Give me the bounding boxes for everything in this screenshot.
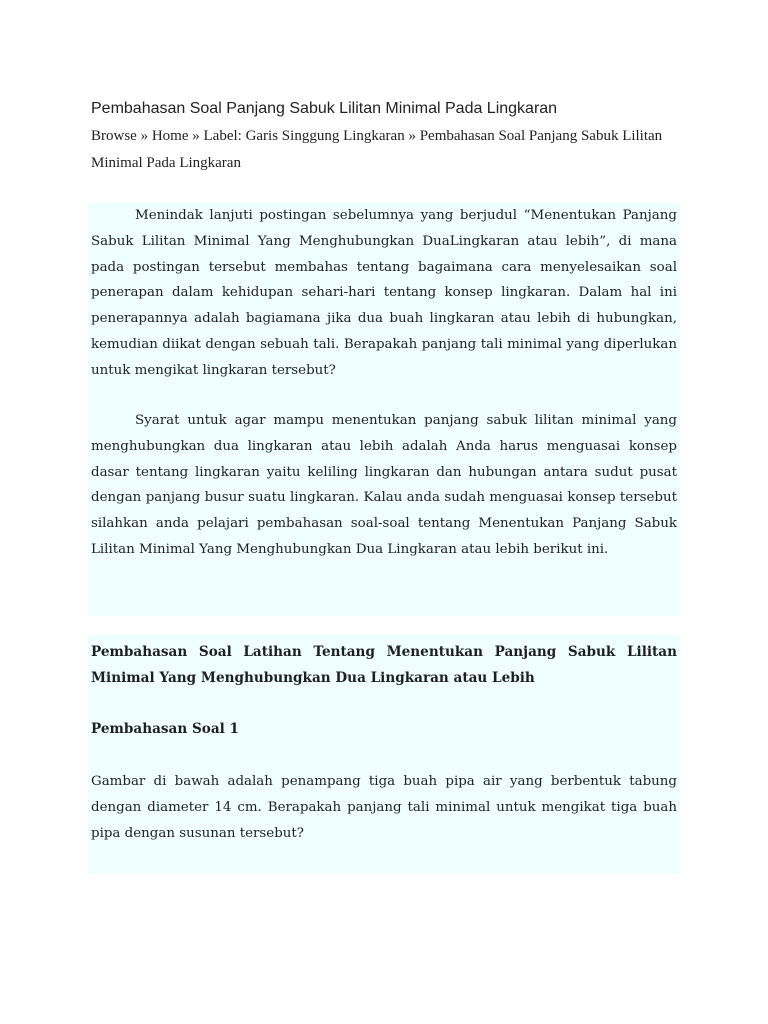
breadcrumb bbox=[91, 123, 681, 177]
breadcrumb-home[interactable]: Home bbox=[151, 128, 189, 144]
section-heading: Pembahasan Soal Latihan Tentang Menentukan Panjang Sabuk Lilitan Minimal Yang Menghubungkan Dua Lingkaran atau Lebih bbox=[91, 644, 677, 686]
section-divider bbox=[88, 616, 680, 634]
post-title: Pembahasan Soal Panjang Sabuk Lilitan Minimal Pada Lingkaran bbox=[91, 100, 558, 117]
requirements-paragraph bbox=[91, 408, 677, 563]
breadcrumb-current: Pembahasan Soal Panjang Sabuk Lilitan Minimal Pada Lingkaran bbox=[91, 128, 663, 171]
breadcrumb-browse[interactable]: Browse bbox=[91, 128, 137, 144]
breadcrumb-label[interactable]: Label: Garis Singgung Lingkaran bbox=[203, 128, 405, 144]
intro-paragraph bbox=[91, 203, 677, 384]
problem-subheading: Pembahasan Soal 1 bbox=[91, 721, 240, 737]
breadcrumb-separator: » bbox=[188, 128, 204, 144]
requirements-paragraph-text: Syarat untuk agar mampu menentukan panjang sabuk lilitan minimal yang menghubungkan dua lingkaran atau lebih adalah Anda harus menguasai konsep dasar tentang lingkaran yaitu keliling lingkaran dan hubungan antara sudut pusat dengan panjang busur suatu lingkaran. Kalau anda sudah menguasai konsep tersebut silahkan anda pelajari pembahasan soal-soal tentang Menentukan Panjang Sabuk Lilitan Minimal Yang Menghubungkan Dua Lingkaran atau lebih berikut ini. bbox=[91, 413, 677, 557]
intro-paragraph-text: Menindak lanjuti postingan sebelumnya yang berjudul “Menentukan Panjang Sabuk Lilitan Minimal Yang Menghubungkan DuaLingkaran atau lebih”, di mana pada postingan tersebut membahas tentang bagaimana cara menyelesaikan soal penerapan dalam kehidupan sehari-hari tentang konsep lingkaran. Dalam hal ini penerapannya adalah bagiamana jika dua buah lingkaran atau lebih di hubungkan, kemudian diikat dengan sebuah tali. Berapakah panjang tali minimal yang diperlukan untuk mengikat lingkaran tersebut? bbox=[91, 208, 677, 378]
breadcrumb-separator: » bbox=[404, 128, 420, 144]
problem-paragraph: Gambar di bawah adalah penampang tiga buah pipa air yang berbentuk tabung dengan diameter 14 cm. Berapakah panjang tali minimal untuk mengikat tiga buah pipa dengan susunan tersebut? bbox=[91, 774, 677, 841]
breadcrumb-separator: » bbox=[136, 128, 152, 144]
